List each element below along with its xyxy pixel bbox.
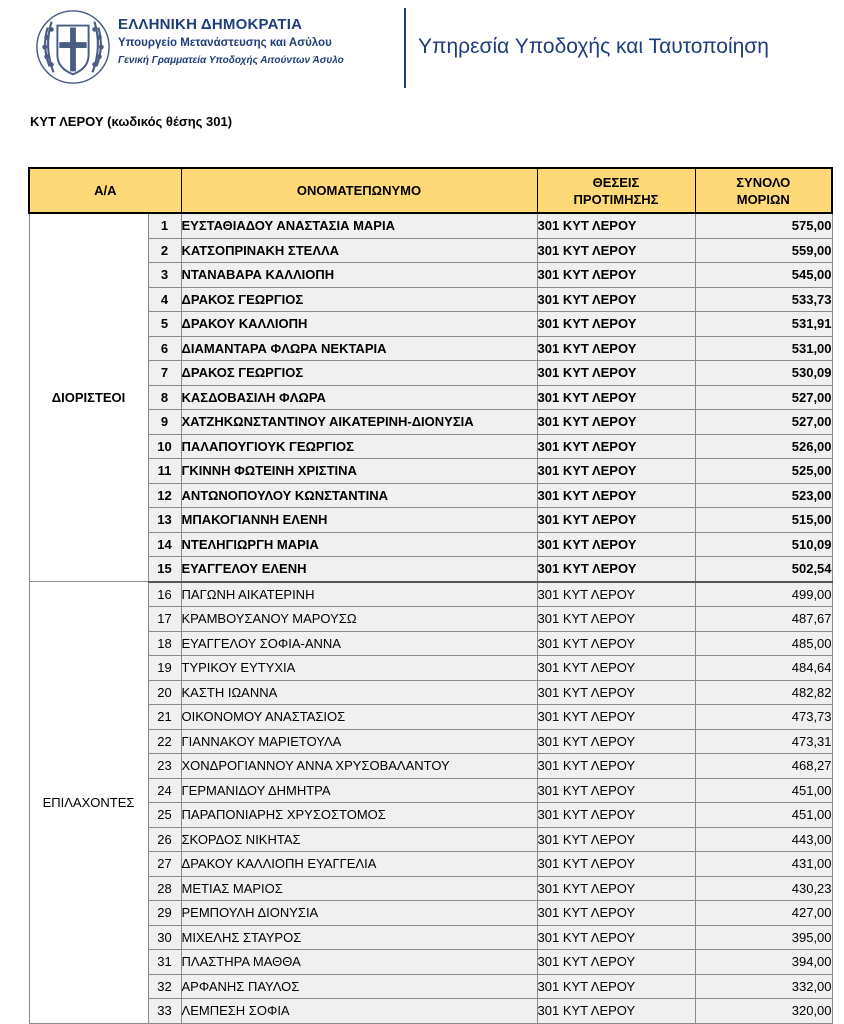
ministry-name: Υπουργείο Μετανάστευσης και Ασύλου bbox=[118, 37, 332, 50]
preferred-position: 301 ΚΥΤ ΛΕΡΟΥ bbox=[537, 729, 695, 754]
person-name: ΚΑΤΣΟΠΡΙΝΑΚΗ ΣΤΕΛΛΑ bbox=[181, 238, 537, 263]
table-row bbox=[29, 901, 832, 926]
preferred-position: 301 ΚΥΤ ΛΕΡΟΥ bbox=[537, 656, 695, 681]
table-row bbox=[29, 778, 832, 803]
row-number: 16 bbox=[148, 582, 181, 607]
table-header-row bbox=[29, 168, 832, 213]
preferred-position: 301 ΚΥΤ ΛΕΡΟΥ bbox=[537, 582, 695, 607]
preferred-position: 301 ΚΥΤ ΛΕΡΟΥ bbox=[537, 999, 695, 1024]
preferred-position: 301 ΚΥΤ ΛΕΡΟΥ bbox=[537, 778, 695, 803]
person-name: ΔΡΑΚΟΥ ΚΑΛΛΙΟΠΗ ΕΥΑΓΓΕΛΙΑ bbox=[181, 852, 537, 877]
org-name: ΕΛΛΗΝΙΚΗ ΔΗΜΟΚΡΑΤΙΑ bbox=[118, 16, 303, 33]
total-score: 487,67 bbox=[695, 607, 832, 632]
person-name: ΠΑΓΩΝΗ ΑΙΚΑΤΕΡΙΝΗ bbox=[181, 582, 537, 607]
total-score: 527,00 bbox=[695, 410, 832, 435]
person-name: ΣΚΟΡΔΟΣ ΝΙΚΗΤΑΣ bbox=[181, 827, 537, 852]
row-number: 1 bbox=[148, 213, 181, 238]
row-number: 22 bbox=[148, 729, 181, 754]
row-number: 19 bbox=[148, 656, 181, 681]
table-row bbox=[29, 876, 832, 901]
person-name: ΓΕΡΜΑΝΙΔΟΥ ΔΗΜΗΤΡΑ bbox=[181, 778, 537, 803]
table-row bbox=[29, 729, 832, 754]
preferred-position: 301 ΚΥΤ ΛΕΡΟΥ bbox=[537, 754, 695, 779]
total-score: 531,00 bbox=[695, 336, 832, 361]
total-score: 545,00 bbox=[695, 263, 832, 288]
organization-block bbox=[118, 16, 344, 67]
preferred-position: 301 ΚΥΤ ΛΕΡΟΥ bbox=[537, 459, 695, 484]
person-name: ΠΛΑΣΤΗΡΑ ΜΑΘΘΑ bbox=[181, 950, 537, 975]
total-score: 527,00 bbox=[695, 385, 832, 410]
total-score: 559,00 bbox=[695, 238, 832, 263]
results-table bbox=[28, 167, 833, 1024]
greek-coat-of-arms-icon bbox=[34, 8, 112, 86]
total-score: 482,82 bbox=[695, 680, 832, 705]
preferred-position: 301 ΚΥΤ ΛΕΡΟΥ bbox=[537, 508, 695, 533]
table-row bbox=[29, 852, 832, 877]
row-number: 26 bbox=[148, 827, 181, 852]
table-row bbox=[29, 656, 832, 681]
table-row bbox=[29, 508, 832, 533]
person-name: ΜΙΧΕΛΗΣ ΣΤΑΥΡΟΣ bbox=[181, 925, 537, 950]
row-number: 31 bbox=[148, 950, 181, 975]
table-row bbox=[29, 582, 832, 607]
row-number: 30 bbox=[148, 925, 181, 950]
total-score: 530,09 bbox=[695, 361, 832, 386]
letterhead bbox=[0, 0, 844, 100]
preferred-position: 301 ΚΥΤ ΛΕΡΟΥ bbox=[537, 410, 695, 435]
table-row bbox=[29, 631, 832, 656]
row-number: 14 bbox=[148, 532, 181, 557]
table-row bbox=[29, 385, 832, 410]
group-label: ΔΙΟΡΙΣΤΕΟΙ bbox=[29, 213, 148, 582]
total-score: 473,73 bbox=[695, 705, 832, 730]
row-number: 12 bbox=[148, 483, 181, 508]
total-score: 431,00 bbox=[695, 852, 832, 877]
total-score: 502,54 bbox=[695, 557, 832, 582]
preferred-position: 301 ΚΥΤ ΛΕΡΟΥ bbox=[537, 312, 695, 337]
row-number: 5 bbox=[148, 312, 181, 337]
person-name: ΝΤΑΝΑΒΑΡΑ ΚΑΛΛΙΟΠΗ bbox=[181, 263, 537, 288]
table-row bbox=[29, 532, 832, 557]
header-name: ΟΝΟΜΑΤΕΠΩΝΥΜΟ bbox=[181, 168, 537, 213]
preferred-position: 301 ΚΥΤ ΛΕΡΟΥ bbox=[537, 607, 695, 632]
header-score-line2: ΜΟΡΙΩΝ bbox=[736, 191, 790, 207]
row-number: 4 bbox=[148, 287, 181, 312]
group-label: ΕΠΙΛΑΧΟΝΤΕΣ bbox=[29, 582, 148, 1024]
total-score: 451,00 bbox=[695, 803, 832, 828]
total-score: 468,27 bbox=[695, 754, 832, 779]
table-row bbox=[29, 803, 832, 828]
table-row bbox=[29, 827, 832, 852]
preferred-position: 301 ΚΥΤ ΛΕΡΟΥ bbox=[537, 950, 695, 975]
person-name: ΕΥΑΓΓΕΛΟΥ ΕΛΕΝΗ bbox=[181, 557, 537, 582]
header-position bbox=[537, 168, 695, 213]
person-name: ΔΡΑΚΟΣ ΓΕΩΡΓΙΟΣ bbox=[181, 287, 537, 312]
document-title: ΚΥΤ ΛΕΡΟΥ (κωδικός θέσης 301) bbox=[30, 114, 233, 129]
person-name: ΓΙΑΝΝΑΚΟΥ ΜΑΡΙΕΤΟΥΛΑ bbox=[181, 729, 537, 754]
row-number: 2 bbox=[148, 238, 181, 263]
row-number: 3 bbox=[148, 263, 181, 288]
row-number: 10 bbox=[148, 434, 181, 459]
preferred-position: 301 ΚΥΤ ΛΕΡΟΥ bbox=[537, 705, 695, 730]
header-position-line1: ΘΕΣΕΙΣ bbox=[592, 174, 640, 190]
total-score: 451,00 bbox=[695, 778, 832, 803]
row-number: 24 bbox=[148, 778, 181, 803]
total-score: 320,00 bbox=[695, 999, 832, 1024]
row-number: 32 bbox=[148, 974, 181, 999]
row-number: 9 bbox=[148, 410, 181, 435]
total-score: 427,00 bbox=[695, 901, 832, 926]
row-number: 11 bbox=[148, 459, 181, 484]
table-row bbox=[29, 705, 832, 730]
preferred-position: 301 ΚΥΤ ΛΕΡΟΥ bbox=[537, 876, 695, 901]
preferred-position: 301 ΚΥΤ ΛΕΡΟΥ bbox=[537, 361, 695, 386]
person-name: ΧΑΤΖΗΚΩΝΣΤΑΝΤΙΝΟΥ ΑΙΚΑΤΕΡΙΝΗ-ΔΙΟΝΥΣΙΑ bbox=[181, 410, 537, 435]
table-row bbox=[29, 950, 832, 975]
preferred-position: 301 ΚΥΤ ΛΕΡΟΥ bbox=[537, 974, 695, 999]
total-score: 395,00 bbox=[695, 925, 832, 950]
person-name: ΚΑΣΤΗ ΙΩΑΝΝΑ bbox=[181, 680, 537, 705]
table-row bbox=[29, 483, 832, 508]
total-score: 430,23 bbox=[695, 876, 832, 901]
preferred-position: 301 ΚΥΤ ΛΕΡΟΥ bbox=[537, 557, 695, 582]
person-name: ΠΑΛΑΠΟΥΓΙΟΥΚ ΓΕΩΡΓΙΟΣ bbox=[181, 434, 537, 459]
total-score: 485,00 bbox=[695, 631, 832, 656]
appointed-group bbox=[29, 213, 832, 582]
person-name: ΜΕΤΙΑΣ ΜΑΡΙΟΣ bbox=[181, 876, 537, 901]
preferred-position: 301 ΚΥΤ ΛΕΡΟΥ bbox=[537, 263, 695, 288]
row-number: 33 bbox=[148, 999, 181, 1024]
person-name: ΤΥΡΙΚΟΥ ΕΥΤΥΧΙΑ bbox=[181, 656, 537, 681]
header-score-line1: ΣΥΝΟΛΟ bbox=[736, 174, 791, 190]
person-name: ΡΕΜΠΟΥΛΗ ΔΙΟΝΥΣΙΑ bbox=[181, 901, 537, 926]
preferred-position: 301 ΚΥΤ ΛΕΡΟΥ bbox=[537, 213, 695, 238]
table-row bbox=[29, 754, 832, 779]
total-score: 531,91 bbox=[695, 312, 832, 337]
table-row bbox=[29, 925, 832, 950]
person-name: ΕΥΑΓΓΕΛΟΥ ΣΟΦΙΑ-ΑΝΝΑ bbox=[181, 631, 537, 656]
preferred-position: 301 ΚΥΤ ΛΕΡΟΥ bbox=[537, 631, 695, 656]
person-name: ΓΚΙΝΝΗ ΦΩΤΕΙΝΗ ΧΡΙΣΤΙΝΑ bbox=[181, 459, 537, 484]
total-score: 523,00 bbox=[695, 483, 832, 508]
table-row bbox=[29, 238, 832, 263]
person-name: ΑΝΤΩΝΟΠΟΥΛΟΥ ΚΩΝΣΤΑΝΤΙΝΑ bbox=[181, 483, 537, 508]
header-divider bbox=[404, 8, 406, 88]
row-number: 20 bbox=[148, 680, 181, 705]
preferred-position: 301 ΚΥΤ ΛΕΡΟΥ bbox=[537, 827, 695, 852]
row-number: 18 bbox=[148, 631, 181, 656]
row-number: 7 bbox=[148, 361, 181, 386]
row-number: 27 bbox=[148, 852, 181, 877]
person-name: ΔΙΑΜΑΝΤΑΡΑ ΦΛΩΡΑ ΝΕΚΤΑΡΙΑ bbox=[181, 336, 537, 361]
person-name: ΕΥΣΤΑΘΙΑΔΟΥ ΑΝΑΣΤΑΣΙΑ ΜΑΡΙΑ bbox=[181, 213, 537, 238]
person-name: ΚΡΑΜΒΟΥΣΑΝΟΥ ΜΑΡΟΥΣΩ bbox=[181, 607, 537, 632]
row-number: 13 bbox=[148, 508, 181, 533]
person-name: ΚΑΣΔΟΒΑΣΙΛΗ ΦΛΩΡΑ bbox=[181, 385, 537, 410]
table-row bbox=[29, 263, 832, 288]
row-number: 6 bbox=[148, 336, 181, 361]
total-score: 525,00 bbox=[695, 459, 832, 484]
person-name: ΝΤΕΛΗΓΙΩΡΓΗ ΜΑΡΙΑ bbox=[181, 532, 537, 557]
table-row bbox=[29, 999, 832, 1024]
total-score: 510,09 bbox=[695, 532, 832, 557]
person-name: ΔΡΑΚΟΥ ΚΑΛΛΙΟΠΗ bbox=[181, 312, 537, 337]
preferred-position: 301 ΚΥΤ ΛΕΡΟΥ bbox=[537, 901, 695, 926]
preferred-position: 301 ΚΥΤ ΛΕΡΟΥ bbox=[537, 532, 695, 557]
person-name: ΑΡΦΑΝΗΣ ΠΑΥΛΟΣ bbox=[181, 974, 537, 999]
row-number: 17 bbox=[148, 607, 181, 632]
preferred-position: 301 ΚΥΤ ΛΕΡΟΥ bbox=[537, 925, 695, 950]
total-score: 484,64 bbox=[695, 656, 832, 681]
preferred-position: 301 ΚΥΤ ΛΕΡΟΥ bbox=[537, 803, 695, 828]
row-number: 29 bbox=[148, 901, 181, 926]
person-name: ΧΟΝΔΡΟΓΙΑΝΝΟΥ ΑΝΝΑ ΧΡΥΣΟΒΑΛΑΝΤΟΥ bbox=[181, 754, 537, 779]
table-row bbox=[29, 336, 832, 361]
table-row bbox=[29, 974, 832, 999]
table-row bbox=[29, 410, 832, 435]
table-row bbox=[29, 361, 832, 386]
total-score: 332,00 bbox=[695, 974, 832, 999]
person-name: ΔΡΑΚΟΣ ΓΕΩΡΓΙΟΣ bbox=[181, 361, 537, 386]
total-score: 473,31 bbox=[695, 729, 832, 754]
service-title: Υπηρεσία Υποδοχής και Ταυτοποίηση bbox=[418, 35, 769, 58]
preferred-position: 301 ΚΥΤ ΛΕΡΟΥ bbox=[537, 483, 695, 508]
total-score: 443,00 bbox=[695, 827, 832, 852]
secretariat-name: Γενική Γραμματεία Υποδοχής Αιτούντων Άσυλο bbox=[118, 55, 344, 67]
total-score: 499,00 bbox=[695, 582, 832, 607]
total-score: 526,00 bbox=[695, 434, 832, 459]
row-number: 21 bbox=[148, 705, 181, 730]
row-number: 23 bbox=[148, 754, 181, 779]
total-score: 394,00 bbox=[695, 950, 832, 975]
total-score: 575,00 bbox=[695, 213, 832, 238]
header-position-line2: ΠΡΟΤΙΜΗΣΗΣ bbox=[573, 191, 659, 207]
preferred-position: 301 ΚΥΤ ΛΕΡΟΥ bbox=[537, 434, 695, 459]
preferred-position: 301 ΚΥΤ ΛΕΡΟΥ bbox=[537, 680, 695, 705]
person-name: ΟΙΚΟΝΟΜΟΥ ΑΝΑΣΤΑΣΙΟΣ bbox=[181, 705, 537, 730]
preferred-position: 301 ΚΥΤ ΛΕΡΟΥ bbox=[537, 238, 695, 263]
table-row bbox=[29, 680, 832, 705]
row-number: 15 bbox=[148, 557, 181, 582]
person-name: ΛΕΜΠΕΣΗ ΣΟΦΙΑ bbox=[181, 999, 537, 1024]
table-row bbox=[29, 287, 832, 312]
person-name: ΠΑΡΑΠΟΝΙΑΡΗΣ ΧΡΥΣΟΣΤΟΜΟΣ bbox=[181, 803, 537, 828]
header-aa: Α/Α bbox=[29, 168, 181, 213]
preferred-position: 301 ΚΥΤ ΛΕΡΟΥ bbox=[537, 852, 695, 877]
alternates-group bbox=[29, 582, 832, 1024]
table-row bbox=[29, 607, 832, 632]
total-score: 515,00 bbox=[695, 508, 832, 533]
table-row bbox=[29, 434, 832, 459]
table-row bbox=[29, 213, 832, 238]
row-number: 25 bbox=[148, 803, 181, 828]
table-row bbox=[29, 312, 832, 337]
table-row bbox=[29, 459, 832, 484]
preferred-position: 301 ΚΥΤ ΛΕΡΟΥ bbox=[537, 287, 695, 312]
row-number: 8 bbox=[148, 385, 181, 410]
table-row bbox=[29, 557, 832, 582]
preferred-position: 301 ΚΥΤ ΛΕΡΟΥ bbox=[537, 336, 695, 361]
person-name: ΜΠΑΚΟΓΙΑΝΝΗ ΕΛΕΝΗ bbox=[181, 508, 537, 533]
header-score bbox=[695, 168, 832, 213]
row-number: 28 bbox=[148, 876, 181, 901]
total-score: 533,73 bbox=[695, 287, 832, 312]
preferred-position: 301 ΚΥΤ ΛΕΡΟΥ bbox=[537, 385, 695, 410]
